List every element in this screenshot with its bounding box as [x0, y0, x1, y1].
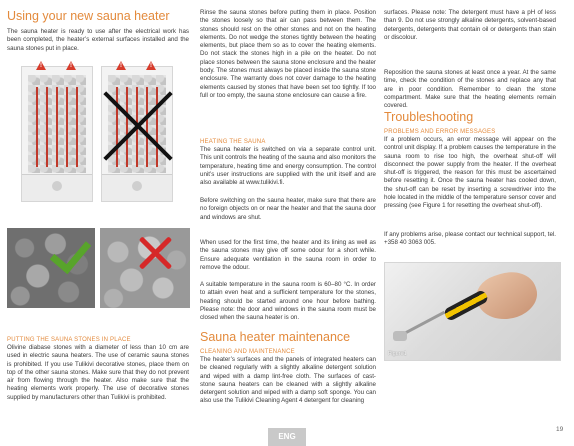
page-number: 19	[556, 426, 564, 433]
section-title-putting-stones: PUTTING THE SAUNA STONES IN PLACE	[7, 337, 131, 343]
paragraph-reposition-stones: Reposition the sauna stones at least once a year. At the same time, check the condition of the stones and replace any that are in poor condition. Remember to clean the stone compartment. Make sure that the heating elements remain covered.	[384, 69, 556, 110]
paragraph-contact-support: If any problems arise, please contact our technical support, tel. +358 40 3063 005.	[384, 231, 556, 247]
paragraph-heating-before-switching: Before switching on the sauna heater, make sure that there are no foreign objects on or near the heater and that the sauna door and windows are shut.	[200, 197, 376, 221]
paragraph-rinse-stones: Rinse the sauna stones before putting them in place. Position the stones loosely so that air can pass between them. The stones should rest on the other stones and not on the heating elements. Do not wedge the stones tightly between the heating elements, but place them so as to cover the heating elements. Do not stack the stones high in a pile on the heater. Do not place stones between the sauna stone enclosure and the heater body. The stones must always be placed inside the sauna stone enclosure. The warranty does not cover damage to the heating elements caused by stones that have been set too tightly. If too full or too empty, the sauna stone enclosure can cause a fire.	[200, 9, 376, 99]
paragraph-heating-temperature: A suitable temperature in the sauna room is 60–80 °C. In order to attain even heat and a sufficient temperature for the stones, heating should be started around one hour before bathing. Please note: the door and windows in the sauna room must be closed when the sauna heater is on.	[200, 281, 376, 322]
paragraph-problems: If a problem occurs, an error message will appear on the control unit display. If a problem causes the temperature in the sauna room to rise too high, the overheat shut-off will disconnect the power supply from the heater. If the overheat shut-off is triggered, the reason for this must be ascertained before resetting it. Once the sauna heater has cooled down, the shut-off can be reset by inserting a screwdriver into the hole located in the middle of the temperature sensor cover and pressing (see Figure 1 for resetting the overheat shut-off).	[384, 136, 556, 210]
warning-triangle-icon: !	[36, 61, 46, 70]
figure-reset-overheat-photo	[384, 262, 561, 361]
section-title-using-heater: Using your new sauna heater	[7, 9, 170, 23]
section-title-heating: HEATING THE SAUNA	[200, 139, 266, 145]
screwdriver-shaft	[405, 311, 445, 334]
cross-icon	[138, 236, 172, 270]
paragraph-cleaning: The heater’s surfaces and the panels of integrated heaters can be cleaned regularly with a slightly alkaline detergent solution and wiped with a damp lint-free cloth. The surfaces of cast-stone sauna heaters can be cleaned with a slightly alkaline detergent solution and wiped with a damp soft sponge. You can also use the Tulikivi Cleaning Agent 4 detergent for cleaning	[200, 356, 376, 405]
paragraph-heating-first-use: When used for the first time, the heater and its lining as well as the sauna stones may give off some odour for a short while. Ensure adequate ventilation in the sauna room in order to remove the odour.	[200, 239, 376, 271]
warning-triangle-icon: !	[66, 61, 76, 70]
check-icon	[50, 231, 91, 274]
stones-photo-correct	[7, 228, 95, 308]
heating-elements-illustration	[32, 87, 82, 167]
paragraph-heating-control-unit: The sauna heater is switched on via a separate control unit. This unit controls the heating of the sauna and also monitors the temperature, heating time and energy consumption. The control unit’s user instructions are supplied with the unit itself and are also available at www.tulikivi.fi.	[200, 146, 376, 187]
section-title-cleaning: CLEANING AND MAINTENANCE	[200, 349, 295, 355]
warning-triangle-icon: !	[146, 61, 156, 70]
section-title-problems: PROBLEMS AND ERROR MESSAGES	[384, 129, 496, 135]
figure-caption: Figure1	[388, 351, 407, 357]
cross-icon	[98, 87, 176, 165]
heater-base-illustration	[22, 174, 92, 201]
heater-diagram-incorrect	[101, 63, 173, 202]
section-title-maintenance: Sauna heater maintenance	[200, 330, 351, 344]
heater-diagram-correct	[21, 63, 93, 202]
paragraph-putting-stones: Olivine diabase stones with a diameter of less than 10 cm are used in electric sauna heaters. The use of ceramic sauna stones is prohibited. If you use Tulikivi decorative stones, place them on top of the other sauna stones. Make sure that they do not prevent air from flowing through the heater. Also make sure that the heating elements work properly. The use of decorative stones supplied by manufacturers other than Tulikivi is prohibited.	[7, 344, 189, 401]
language-tab: ENG	[268, 428, 306, 446]
section-title-troubleshooting: Troubleshooting	[384, 110, 474, 124]
paragraph-detergent-note: surfaces. Please note: The detergent must have a pH of less than 9. Do not use strongly alkaline detergents, solvent-based detergents, detergents that contain oil or detergents than stain or discolour.	[384, 9, 556, 41]
warning-triangle-icon: !	[116, 61, 126, 70]
sensor-cover-illustration	[393, 331, 407, 341]
paragraph-using-heater: The sauna heater is ready to use after the electrical work has been completed, the heater’s external surfaces installed and the sauna stones put in place.	[7, 28, 189, 52]
stones-photo-incorrect	[100, 228, 190, 308]
heater-base-illustration	[102, 174, 172, 201]
